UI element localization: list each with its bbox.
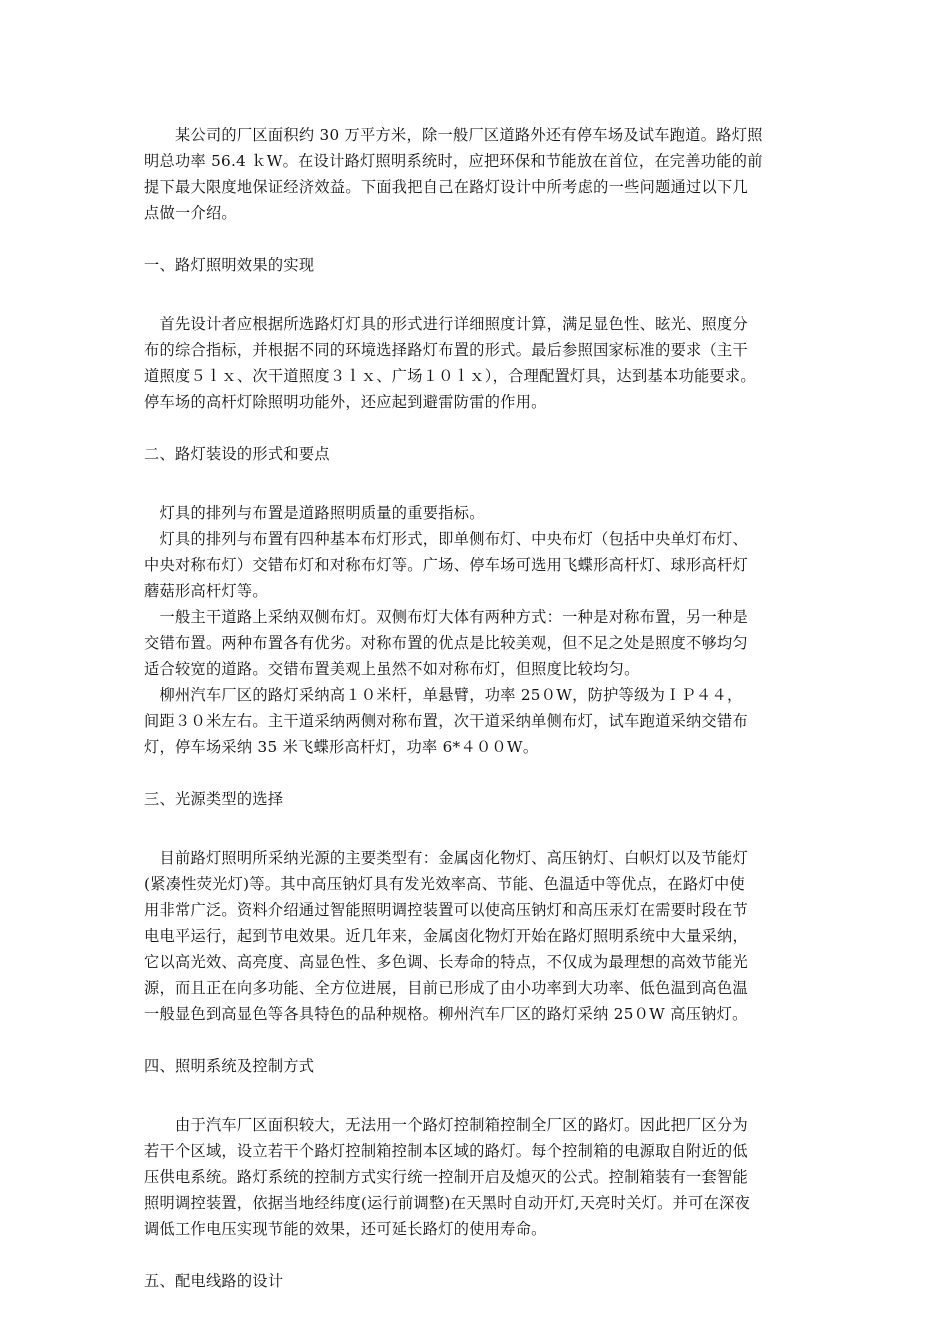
text-line: 灯，停车场采纳 35 米飞蝶形高杆灯，功率 6*４００W。 bbox=[144, 738, 539, 756]
text-line: 压供电系统。路灯系统的控制方式实行统一控制开启及熄灭的公式。控制箱装有一套智能 bbox=[144, 1168, 749, 1186]
intro-paragraph bbox=[144, 122, 824, 226]
text-line: 道照度５ｌｘ、次干道照度３ｌｘ、广场１０ｌｘ），合理配置灯具，达到基本功能要求。 bbox=[144, 367, 756, 385]
section-heading-5: 五、配电线路的设计 bbox=[144, 1272, 284, 1290]
text-line: 目前路灯照明所采纳光源的主要类型有：金属卤化物灯、高压钠灯、白帜灯以及节能灯 bbox=[144, 849, 749, 867]
text-line: 中央对称布灯）交错布灯和对称布灯等。广场、停车场可选用飞蝶形高杆灯、球形高杆灯 bbox=[144, 556, 749, 574]
section-heading-1: 一、路灯照明效果的实现 bbox=[144, 256, 315, 274]
text-line: 间距３０米左右。主干道采纳两侧对称布置，次干道采纳单侧布灯，试车跑道采纳交错布 bbox=[144, 712, 749, 730]
text-line: 点做一介绍。 bbox=[144, 204, 237, 222]
section-1-paragraph bbox=[144, 311, 824, 415]
text-line: 电电平运行，起到节电效果。近几年来，金属卤化物灯开始在路灯照明系统中大量采纳， bbox=[144, 927, 749, 945]
text-line: 柳州汽车厂区的路灯采纳高１０米杆，单悬臂，功率 25０W，防护等级为ＩＰ４４， bbox=[144, 686, 743, 704]
text-line: 提下最大限度地保证经济效益。下面我把自己在路灯设计中所考虑的一些问题通过以下几 bbox=[144, 178, 749, 196]
text-line: 由于汽车厂区面积较大，无法用一个路灯控制箱控制全厂区的路灯。因此把厂区分为 bbox=[144, 1116, 749, 1134]
text-line: 蘑菇形高杆灯等。 bbox=[144, 582, 268, 600]
text-line: 布的综合指标，并根据不同的环境选择路灯布置的形式。最后参照国家标准的要求（主干 bbox=[144, 341, 749, 359]
document-body bbox=[144, 122, 824, 1294]
section-4-paragraph bbox=[144, 1112, 824, 1242]
text-line: 调低工作电压实现节能的效果，还可延长路灯的使用寿命。 bbox=[144, 1220, 547, 1238]
section-2-paragraph bbox=[144, 500, 824, 760]
section-heading-2: 二、路灯装设的形式和要点 bbox=[144, 445, 330, 463]
text-line: 若干个区域，设立若干个路灯控制箱控制本区域的路灯。每个控制箱的电源取自附近的低 bbox=[144, 1142, 749, 1160]
text-line: 首先设计者应根据所选路灯灯具的形式进行详细照度计算，满足显色性、眩光、照度分 bbox=[144, 315, 749, 333]
text-line: 一般主干道路上采纳双侧布灯。双侧布灯大体有两种方式：一种是对称布置，另一种是 bbox=[144, 608, 749, 626]
section-heading-4: 四、照明系统及控制方式 bbox=[144, 1057, 315, 1075]
section-heading-3: 三、光源类型的选择 bbox=[144, 790, 284, 808]
text-line: 灯具的排列与布置是道路照明质量的重要指标。 bbox=[144, 504, 485, 522]
text-line: 照明调控装置，依据当地经纬度(运行前调整)在天黑时自动开灯,天亮时关灯。并可在深夜 bbox=[144, 1194, 751, 1212]
text-line: 适合较宽的道路。交错布置美观上虽然不如对称布灯，但照度比较均匀。 bbox=[144, 660, 640, 678]
text-line: 灯具的排列与布置有四种基本布灯形式，即单侧布灯、中央布灯（包括中央单灯布灯、 bbox=[144, 530, 749, 548]
text-line: (紧凑性荧光灯)等。其中高压钠灯具有发光效率高、节能、色温适中等优点，在路灯中使 bbox=[144, 875, 745, 893]
text-line: 停车场的高杆灯除照明功能外，还应起到避雷防雷的作用。 bbox=[144, 393, 547, 411]
text-line: 交错布置。两种布置各有优劣。对称布置的优点是比较美观，但不足之处是照度不够均匀 bbox=[144, 634, 749, 652]
text-line: 一般显色到高显色等各具特色的品种规格。柳州汽车厂区的路灯采纳 25０W 高压钠灯。 bbox=[144, 1005, 748, 1023]
section-3-paragraph bbox=[144, 845, 824, 1027]
text-line: 某公司的厂区面积约 30 万平方米，除一般厂区道路外还有停车场及试车跑道。路灯照 bbox=[144, 126, 763, 144]
text-line: 源，而且正在向多功能、全方位进展，目前已形成了由小功率到大功率、低色温到高色温 bbox=[144, 979, 749, 997]
text-line: 用非常广泛。资料介绍通过智能照明调控装置可以使高压钠灯和高压汞灯在需要时段在节 bbox=[144, 901, 749, 919]
text-line: 明总功率 56.4 ｋW。在设计路灯照明系统时，应把环保和节能放在首位，在完善功能的前 bbox=[144, 152, 763, 170]
text-line: 它以高光效、高亮度、高显色性、多色调、长寿命的特点，不仅成为最理想的高效节能光 bbox=[144, 953, 749, 971]
